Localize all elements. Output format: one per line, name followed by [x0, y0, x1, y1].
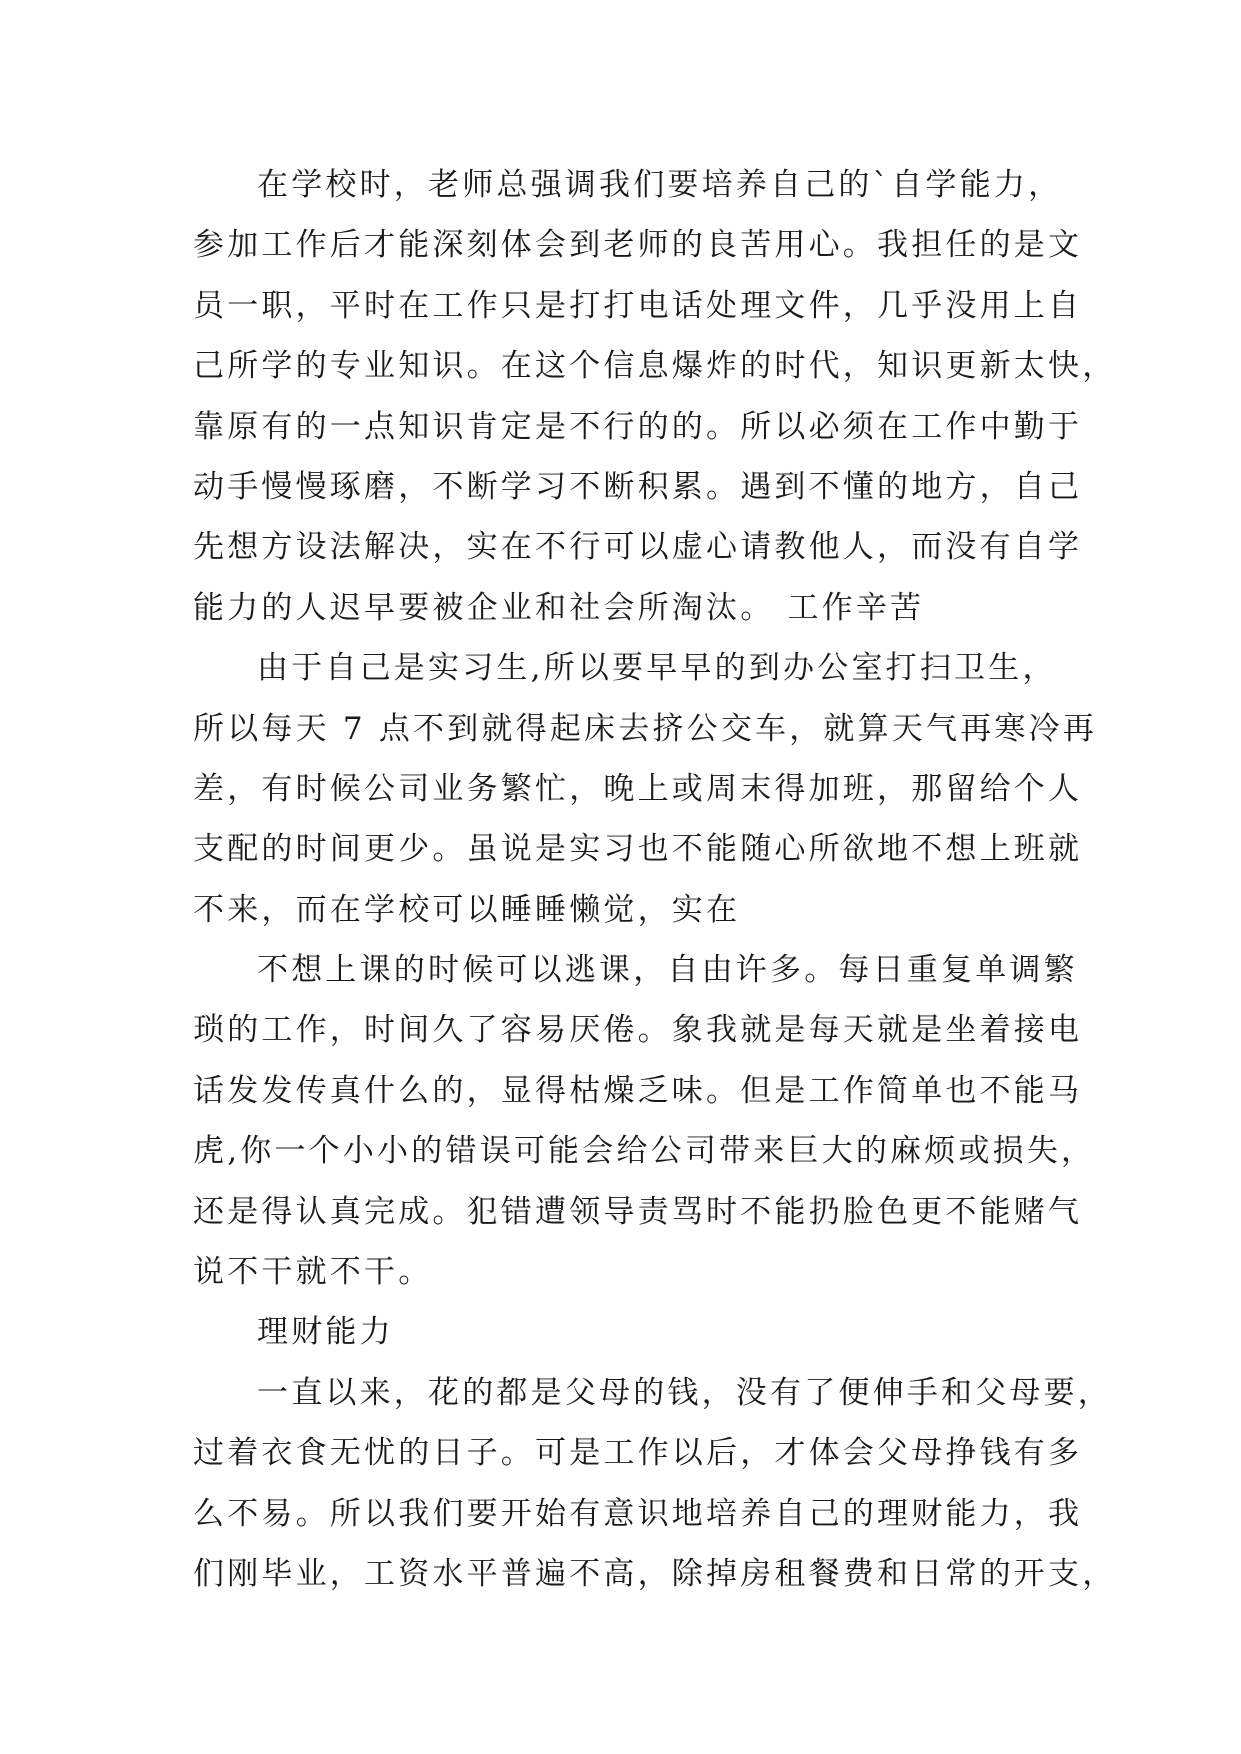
text-line: 话发发传真什么的，显得枯燥乏味。但是工作简单也不能马 [193, 1072, 1083, 1109]
text-line: 能力的人迟早要被企业和社会所淘汰。 工作辛苦 [193, 589, 925, 626]
text-line: 所以每天 7 点不到就得起床去挤公交车，就算天气再寒冷再 [193, 710, 1098, 747]
text-line: 己所学的专业知识。在这个信息爆炸的时代，知识更新太快， [193, 348, 1117, 385]
document-body [193, 155, 1117, 1604]
text-line: 说不干就不干。 [193, 1254, 433, 1291]
text-line: 还是得认真完成。犯错遭领导责骂时不能扔脸色更不能赌气 [193, 1193, 1083, 1230]
text-line: 在学校时，老师总强调我们要培养自己的`自学能力， [257, 167, 1063, 203]
text-line: 不来，而在学校可以睡睡懒觉，实在 [193, 891, 741, 928]
text-line: 靠原有的一点知识肯定是不行的的。所以必须在工作中勤于 [193, 408, 1083, 445]
text-line: 参加工作后才能深刻体会到老师的良苦用心。我担任的是文 [193, 227, 1083, 264]
text-line: 员一职，平时在工作只是打打电话处理文件，几乎没用上自 [193, 287, 1083, 324]
text-line: 琐的工作，时间久了容易厌倦。象我就是每天就是坐着接电 [193, 1012, 1083, 1049]
text-line: 们刚毕业，工资水平普遍不高，除掉房租餐费和日常的开支， [193, 1555, 1117, 1592]
text-line: 虎,你一个小小的错误可能会给公司带来巨大的麻烦或损失， [193, 1133, 1096, 1170]
text-line: 支配的时间更少。虽说是实习也不能随心所欲地不想上班就 [193, 831, 1083, 868]
text-line: 么不易。所以我们要开始有意识地培养自己的理财能力，我 [193, 1495, 1083, 1532]
text-line: 由于自己是实习生,所以要早早的到办公室打扫卫生， [257, 650, 1057, 687]
text-line: 差，有时候公司业务繁忙，晚上或周末得加班，那留给个人 [193, 770, 1083, 807]
section-heading: 理财能力 [257, 1314, 394, 1351]
text-line: 一直以来，花的都是父母的钱，没有了便伸手和父母要， [257, 1374, 1112, 1411]
text-line: 不想上课的时候可以逃课，自由许多。每日重复单调繁 [257, 952, 1078, 989]
text-line: 过着衣食无忧的日子。可是工作以后，才体会父母挣钱有多 [193, 1435, 1083, 1472]
text-line: 动手慢慢琢磨，不断学习不断积累。遇到不懂的地方，自己 [193, 468, 1083, 505]
text-line: 先想方设法解决，实在不行可以虚心请教他人，而没有自学 [193, 529, 1083, 566]
